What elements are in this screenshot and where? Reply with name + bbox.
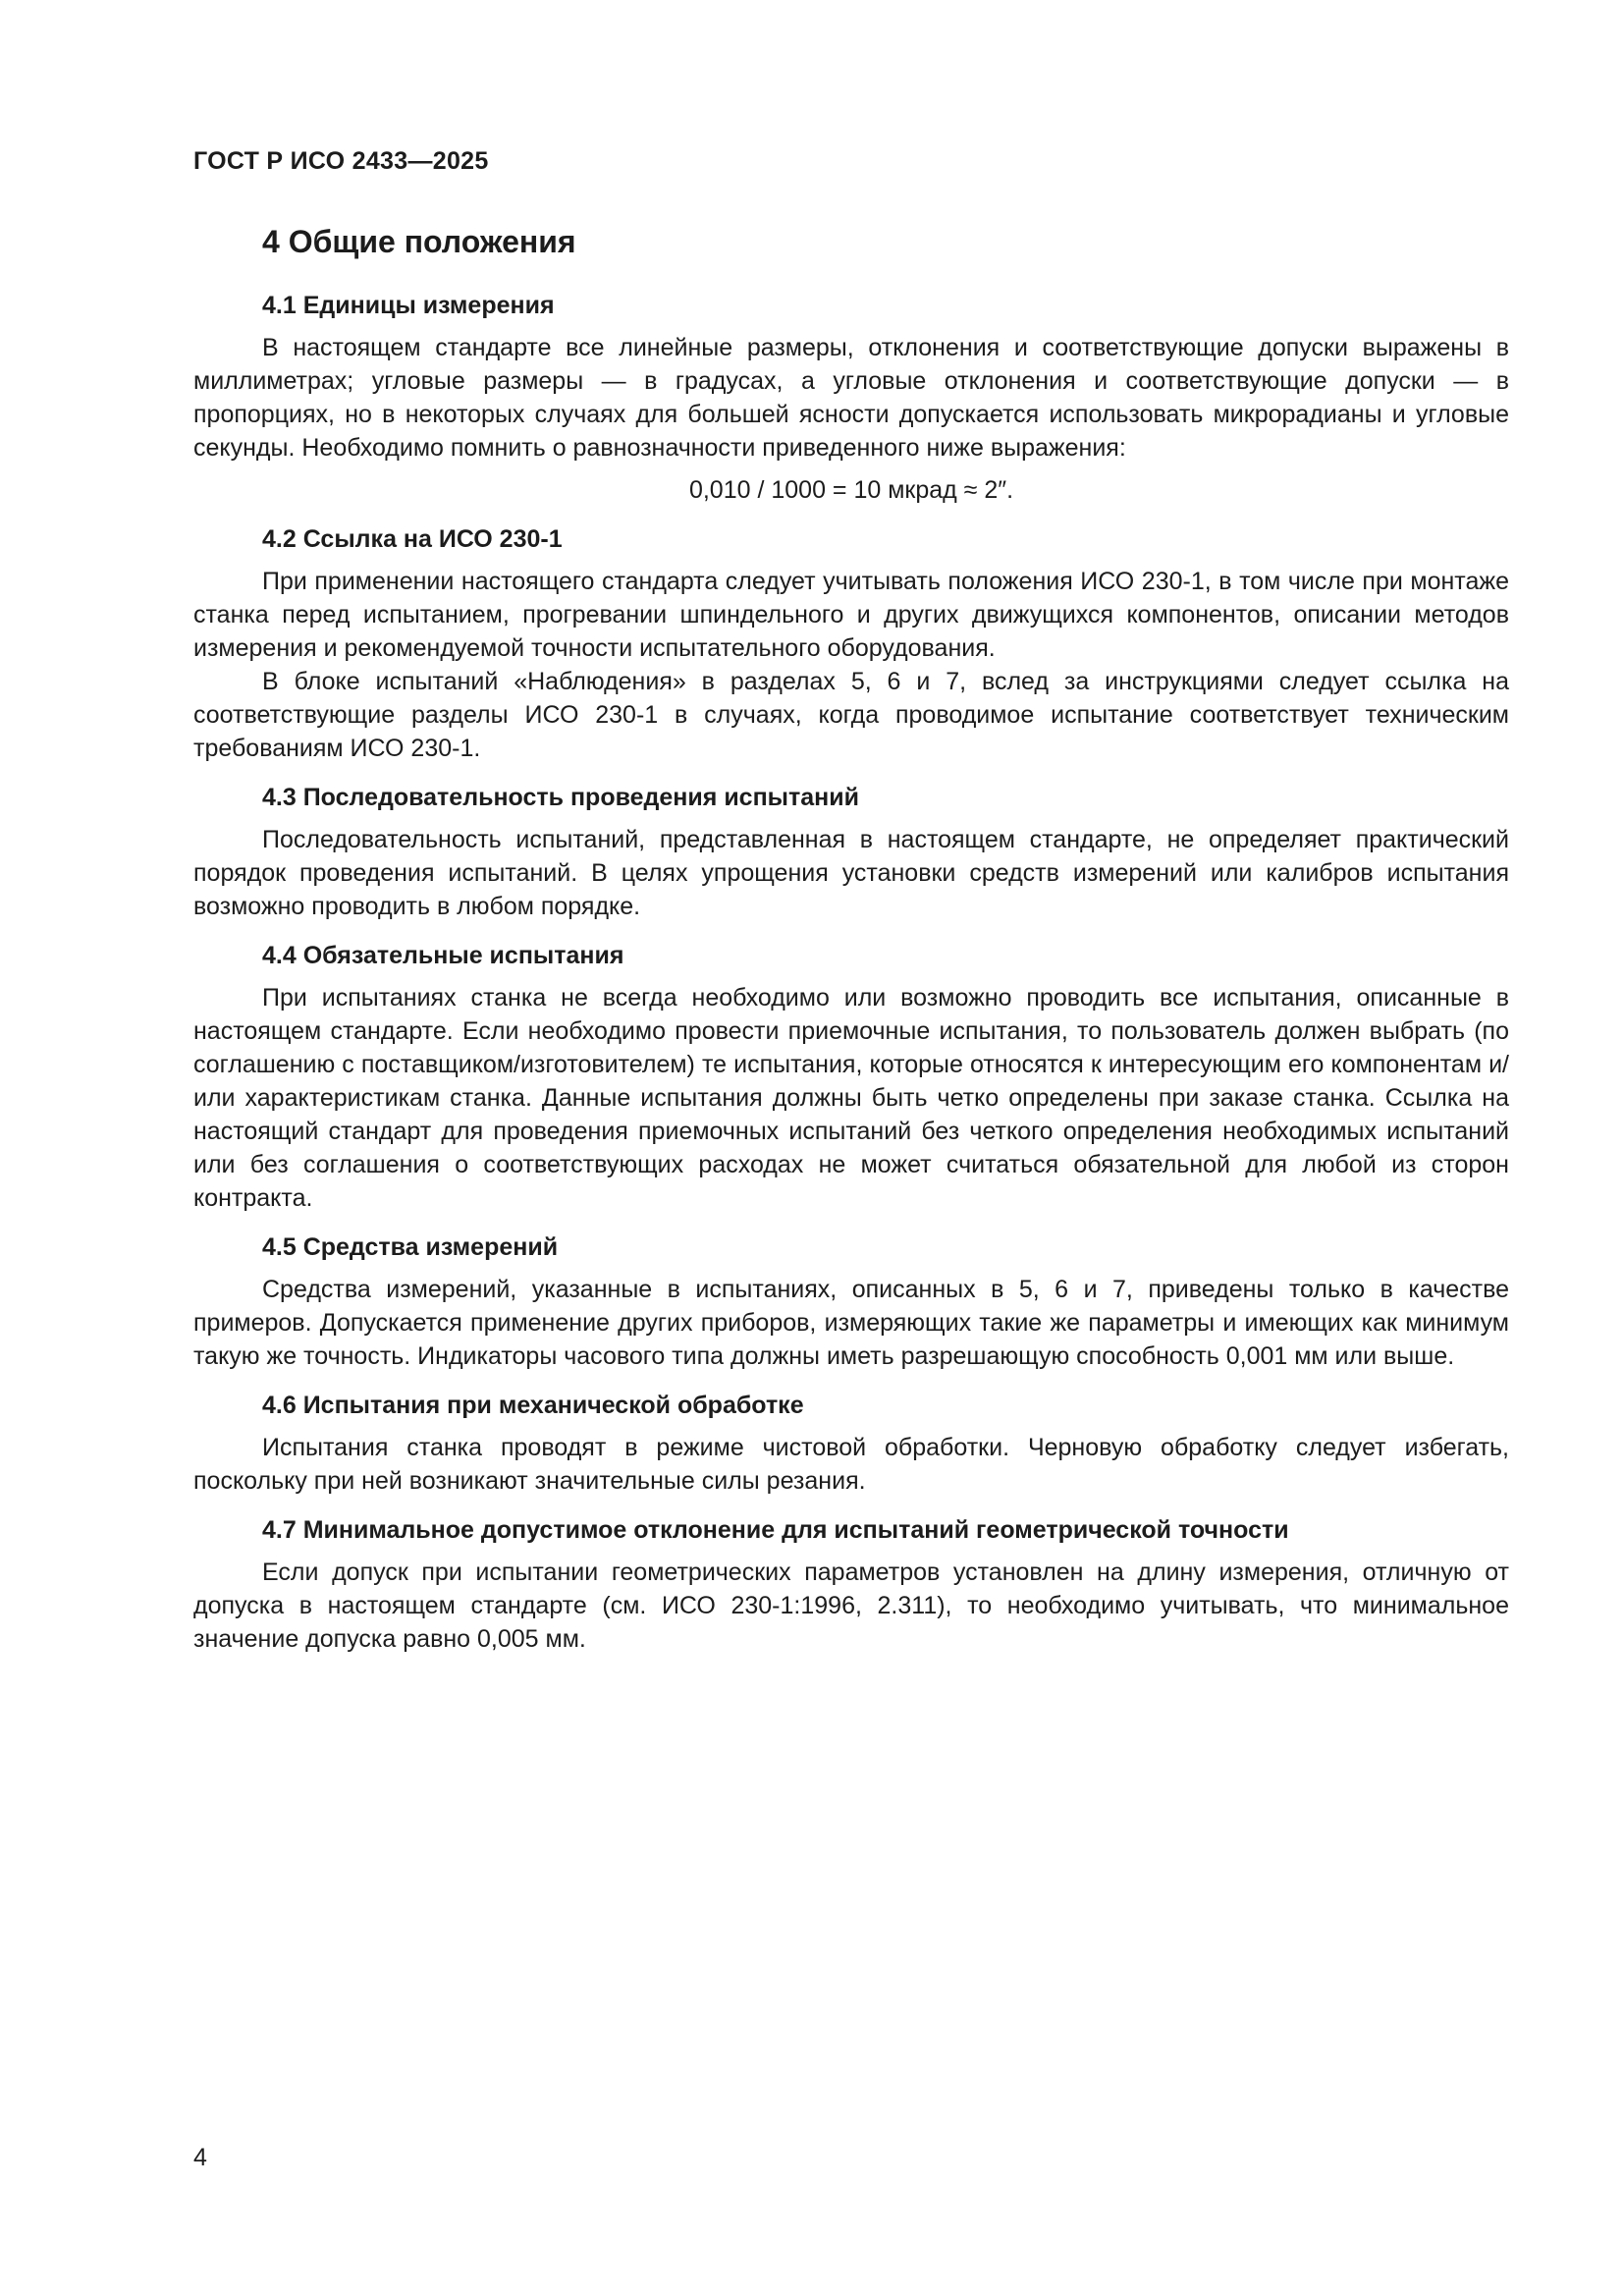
subsection-title: 4.3 Последовательность проведения испытаний xyxy=(262,784,860,811)
paragraph: При испытаниях станка не всегда необходимо или возможно проводить все испытания, описанные в настоящем стандарте. Если необходимо провести приемочные испытания, то пользователь должен выбрать (по соглашению с поставщиком/изготовителем) те испытания, которые относятся к интересующим его компонентам и/или характеристикам станка. Данные испытания должны быть четко определены при заказе станка. Ссылка на настоящий стандарт для проведения приемочных испытаний без четкого определения необходимых испытаний или без соглашения о соответствующих расходах не может считаться обязательной для любой из сторон контракта. xyxy=(193,984,1509,1212)
paragraph: Средства измерений, указанные в испытаниях, описанных в 5, 6 и 7, приведены только в качестве примеров. Допускается применение других приборов, измеряющих такие же параметры и имеющих как минимум такую же точность. Индикаторы часового типа должны иметь разрешающую способность 0,001 мм или выше. xyxy=(193,1276,1509,1370)
subsection-4-5 xyxy=(193,1230,1509,1373)
section-title: 4 Общие положения xyxy=(262,224,576,259)
formula: 0,010 / 1000 = 10 мкрад ≈ 2″. xyxy=(688,476,1014,504)
paragraph: Последовательность испытаний, представленная в настоящем стандарте, не определяет практический порядок проведения испытаний. В целях упрощения установки средств измерений или калибров испытания возможно проводить в любом порядке. xyxy=(193,826,1509,920)
subsection-title: 4.7 Минимальное допустимое отклонение для испытаний геометрической точности xyxy=(262,1516,1289,1544)
subsection-4-3 xyxy=(193,781,1509,923)
paragraph: В настоящем стандарте все линейные размеры, отклонения и соответствующие допуски выражены в миллиметрах; угловые размеры — в градусах, а угловые отклонения и соответствующие допуски — в пропорциях, но в некоторых случаях для большей ясности допускается использовать микрорадианы и угловые секунды. Необходимо помнить о равнозначности приведенного ниже выражения: xyxy=(193,334,1509,462)
subsection-title: 4.2 Ссылка на ИСО 230-1 xyxy=(262,525,563,553)
subsection-4-1 xyxy=(193,289,1509,507)
subsection-title: 4.6 Испытания при механической обработке xyxy=(262,1392,804,1419)
document-header: ГОСТ Р ИСО 2433—2025 xyxy=(193,147,489,175)
paragraph: Если допуск при испытании геометрических параметров установлен на длину измерения, отличную от допуска в настоящем стандарте (см. ИСО 230-1:1996, 2.311), то необходимо учитывать, что минимальное значение допуска равно 0,005 мм. xyxy=(193,1558,1509,1653)
paragraph: Испытания станка проводят в режиме чистовой обработки. Черновую обработку следует избегать, поскольку при ней возникают значительные силы резания. xyxy=(193,1434,1509,1495)
subsection-title: 4.1 Единицы измерения xyxy=(262,292,555,319)
subsection-4-6 xyxy=(193,1389,1509,1498)
page-number: 4 xyxy=(193,2144,207,2171)
subsection-4-7 xyxy=(193,1513,1509,1656)
paragraph: В блоке испытаний «Наблюдения» в разделах 5, 6 и 7, вслед за инструкциями следует ссылка на соответствующие разделы ИСО 230-1 в случаях, когда проводимое испытание соответствует техническим требованиям ИСО 230-1. xyxy=(193,668,1509,762)
subsection-title: 4.5 Средства измерений xyxy=(262,1233,559,1261)
subsection-4-4 xyxy=(193,939,1509,1215)
paragraph: При применении настоящего стандарта следует учитывать положения ИСО 230-1, в том числе при монтаже станка перед испытанием, прогревании шпиндельного и других движущихся компонентов, описании методов измерения и рекомендуемой точности испытательного оборудования. xyxy=(193,568,1509,662)
document-body xyxy=(193,220,1509,1671)
subsection-4-2 xyxy=(193,522,1509,765)
subsection-title: 4.4 Обязательные испытания xyxy=(262,942,624,969)
